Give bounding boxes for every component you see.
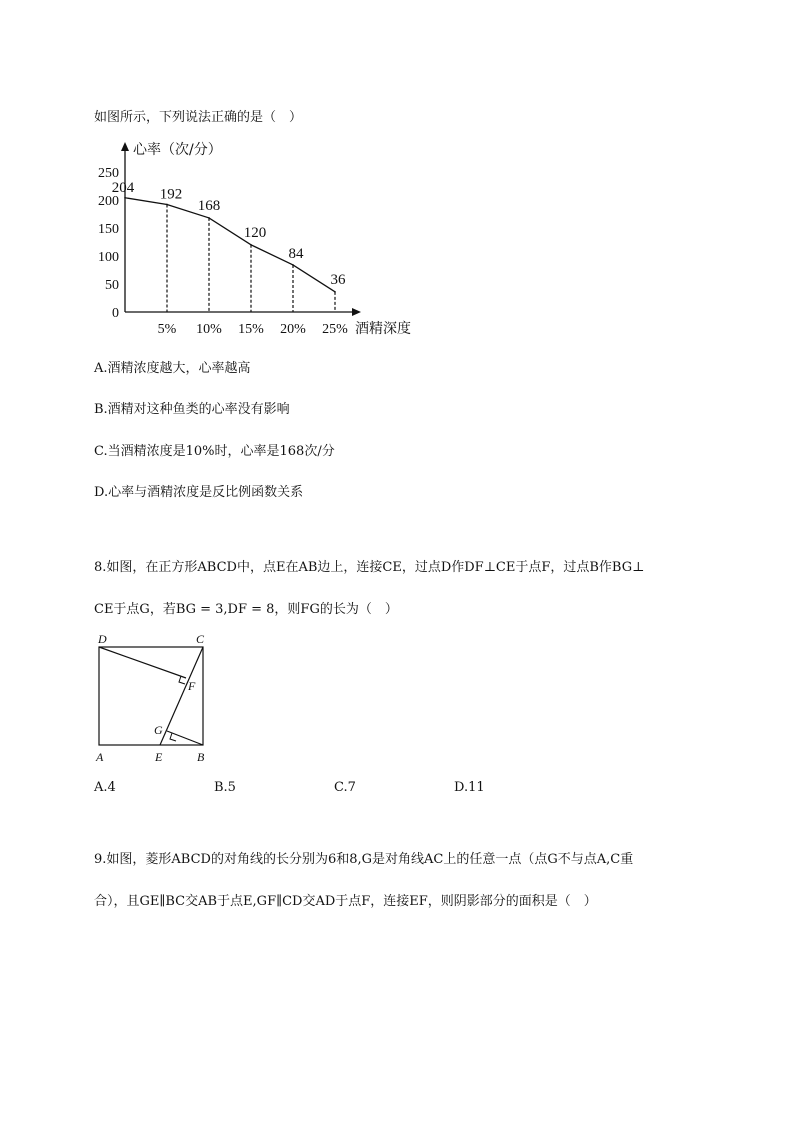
x-axis-arrow — [352, 308, 361, 316]
data-point — [250, 244, 252, 246]
q8-stem-line1: 8.如图，在正方形ABCD中，点E在AB边上，连接CE，过点D作DF⊥CE于点F，过点B作BG⊥ — [94, 560, 645, 575]
q8-option-a[interactable]: A.4 — [94, 780, 116, 795]
data-point — [292, 264, 294, 266]
segment-bg — [167, 731, 203, 745]
q7-option-b[interactable]: B.酒精对这种鱼类的心率没有影响 — [94, 402, 290, 417]
square-figure — [90, 628, 220, 768]
label-f: F — [188, 679, 196, 693]
data-label: 36 — [330, 271, 346, 288]
q8-option-c[interactable]: C.7 — [334, 780, 356, 795]
x-tick-label: 10% — [196, 322, 222, 337]
data-label: 192 — [159, 186, 183, 203]
q7-stem: 如图所示，下列说法正确的是（ ） — [94, 110, 303, 125]
data-point — [334, 291, 336, 293]
q8-option-b[interactable]: B.5 — [214, 780, 236, 795]
y-tick-label: 150 — [98, 222, 119, 237]
q8-stem-line2: CE于点G，若BG = 3,DF = 8，则FG的长为（ ） — [94, 602, 398, 617]
y-tick-label: 200 — [98, 194, 119, 209]
y-axis-label: 心率（次/分） — [133, 142, 222, 158]
label-c: C — [196, 632, 205, 646]
q8-option-d[interactable]: D.11 — [454, 780, 485, 795]
y-tick-label: 0 — [112, 306, 119, 321]
y-axis-arrow — [121, 142, 129, 151]
y-tick-label: 100 — [98, 250, 119, 265]
segment-df — [99, 647, 186, 678]
y-tick-label: 250 — [98, 166, 119, 181]
data-point — [208, 217, 210, 219]
x-tick-label: 25% — [322, 322, 348, 337]
data-label: 84 — [288, 245, 304, 262]
label-d: D — [98, 632, 107, 646]
x-axis-label: 酒精深度 — [355, 321, 411, 337]
heart-rate-chart — [88, 136, 428, 341]
x-tick-label: 15% — [238, 322, 264, 337]
y-tick-label: 50 — [105, 278, 119, 293]
label-b: B — [197, 750, 205, 764]
segment-ce — [160, 647, 203, 745]
square-abcd — [99, 647, 203, 745]
x-tick-label: 20% — [280, 322, 306, 337]
q9-stem-line2: 合），且GE∥BC交AB于点E,GF∥CD交AD于点F，连接EF，则阴影部分的面积是（ ） — [94, 894, 597, 909]
data-point — [124, 197, 126, 199]
q7-option-d[interactable]: D.心率与酒精浓度是反比例函数关系 — [94, 485, 304, 500]
series-line — [125, 198, 335, 292]
data-point — [166, 204, 168, 206]
label-g: G — [154, 723, 163, 737]
data-label: 204 — [111, 179, 135, 196]
q9-stem-line1: 9.如图，菱形ABCD的对角线的长分别为6和8,G是对角线AC上的任意一点（点G不与点A,C重 — [94, 852, 634, 867]
data-label: 120 — [243, 224, 267, 241]
label-a: A — [96, 750, 104, 764]
data-label: 168 — [197, 197, 221, 214]
q7-option-a[interactable]: A.酒精浓度越大，心率越高 — [94, 361, 251, 376]
x-tick-label: 5% — [157, 322, 177, 337]
label-e: E — [155, 750, 163, 764]
q7-option-c[interactable]: C.当酒精浓度是10%时，心率是168次/分 — [94, 444, 335, 459]
